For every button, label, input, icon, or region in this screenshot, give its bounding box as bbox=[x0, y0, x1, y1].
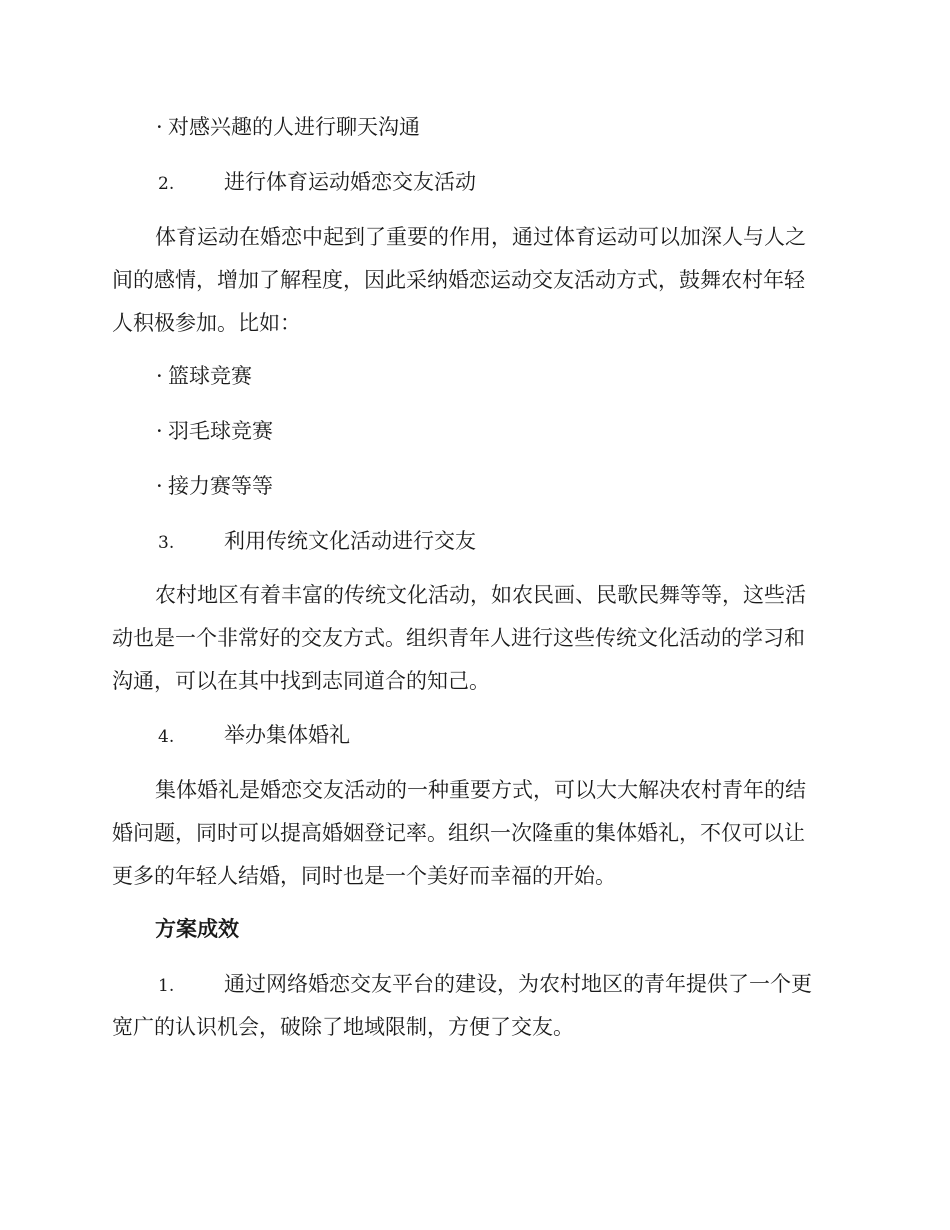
paragraph-line: 人积极参加。比如： bbox=[112, 311, 301, 335]
bullet-text: 接力赛等等 bbox=[168, 474, 273, 498]
numbered-item bbox=[158, 969, 812, 1001]
paragraph-line: 间的感情，增加了解程度，因此采纳婚恋运动交友活动方式，鼓舞农村年轻 bbox=[112, 268, 805, 292]
section-title: 方案成效 bbox=[155, 916, 239, 941]
heading-text: 举办集体婚礼 bbox=[224, 723, 350, 747]
bullet-item bbox=[156, 112, 420, 142]
paragraph-line: 农村地区有着丰富的传统文化活动，如农民画、民歌民舞等等，这些活 bbox=[155, 583, 806, 607]
bullet-text: 羽毛球竞赛 bbox=[168, 419, 273, 443]
bullet-marker: · bbox=[156, 419, 163, 443]
bullet-item bbox=[156, 471, 273, 501]
paragraph-line: 宽广的认识机会，破除了地域限制，方便了交友。 bbox=[112, 1015, 574, 1039]
bullet-text: 篮球竞赛 bbox=[168, 364, 252, 388]
bullet-marker: · bbox=[156, 474, 163, 498]
heading-number: 4. bbox=[158, 727, 175, 747]
heading-text: 进行体育运动婚恋交友活动 bbox=[224, 170, 476, 194]
bullet-item bbox=[156, 416, 273, 446]
bullet-marker: · bbox=[156, 364, 163, 388]
heading-number: 2. bbox=[158, 174, 175, 194]
paragraph-line: 婚问题，同时可以提高婚姻登记率。组织一次隆重的集体婚礼，不仅可以让 bbox=[112, 821, 805, 845]
paragraph-line: 集体婚礼是婚恋交友活动的一种重要方式，可以大大解决农村青年的结 bbox=[155, 778, 806, 802]
paragraph-line: 体育运动在婚恋中起到了重要的作用，通过体育运动可以加深人与人之 bbox=[155, 225, 806, 249]
paragraph-line: 沟通，可以在其中找到志同道合的知己。 bbox=[112, 669, 490, 693]
item-number: 1. bbox=[158, 976, 175, 996]
numbered-heading bbox=[158, 526, 476, 558]
item-text: 通过网络婚恋交友平台的建设，为农村地区的青年提供了一个更 bbox=[224, 972, 812, 996]
bullet-text: 对感兴趣的人进行聊天沟通 bbox=[168, 115, 420, 139]
paragraph-line: 动也是一个非常好的交友方式。组织青年人进行这些传统文化活动的学习和 bbox=[112, 626, 805, 650]
heading-number: 3. bbox=[158, 533, 175, 553]
numbered-heading bbox=[158, 720, 350, 752]
paragraph-line: 更多的年轻人结婚，同时也是一个美好而幸福的开始。 bbox=[112, 864, 616, 888]
numbered-heading bbox=[158, 167, 476, 199]
bullet-marker: · bbox=[156, 115, 163, 139]
bullet-item bbox=[156, 361, 252, 391]
heading-text: 利用传统文化活动进行交友 bbox=[224, 529, 476, 553]
